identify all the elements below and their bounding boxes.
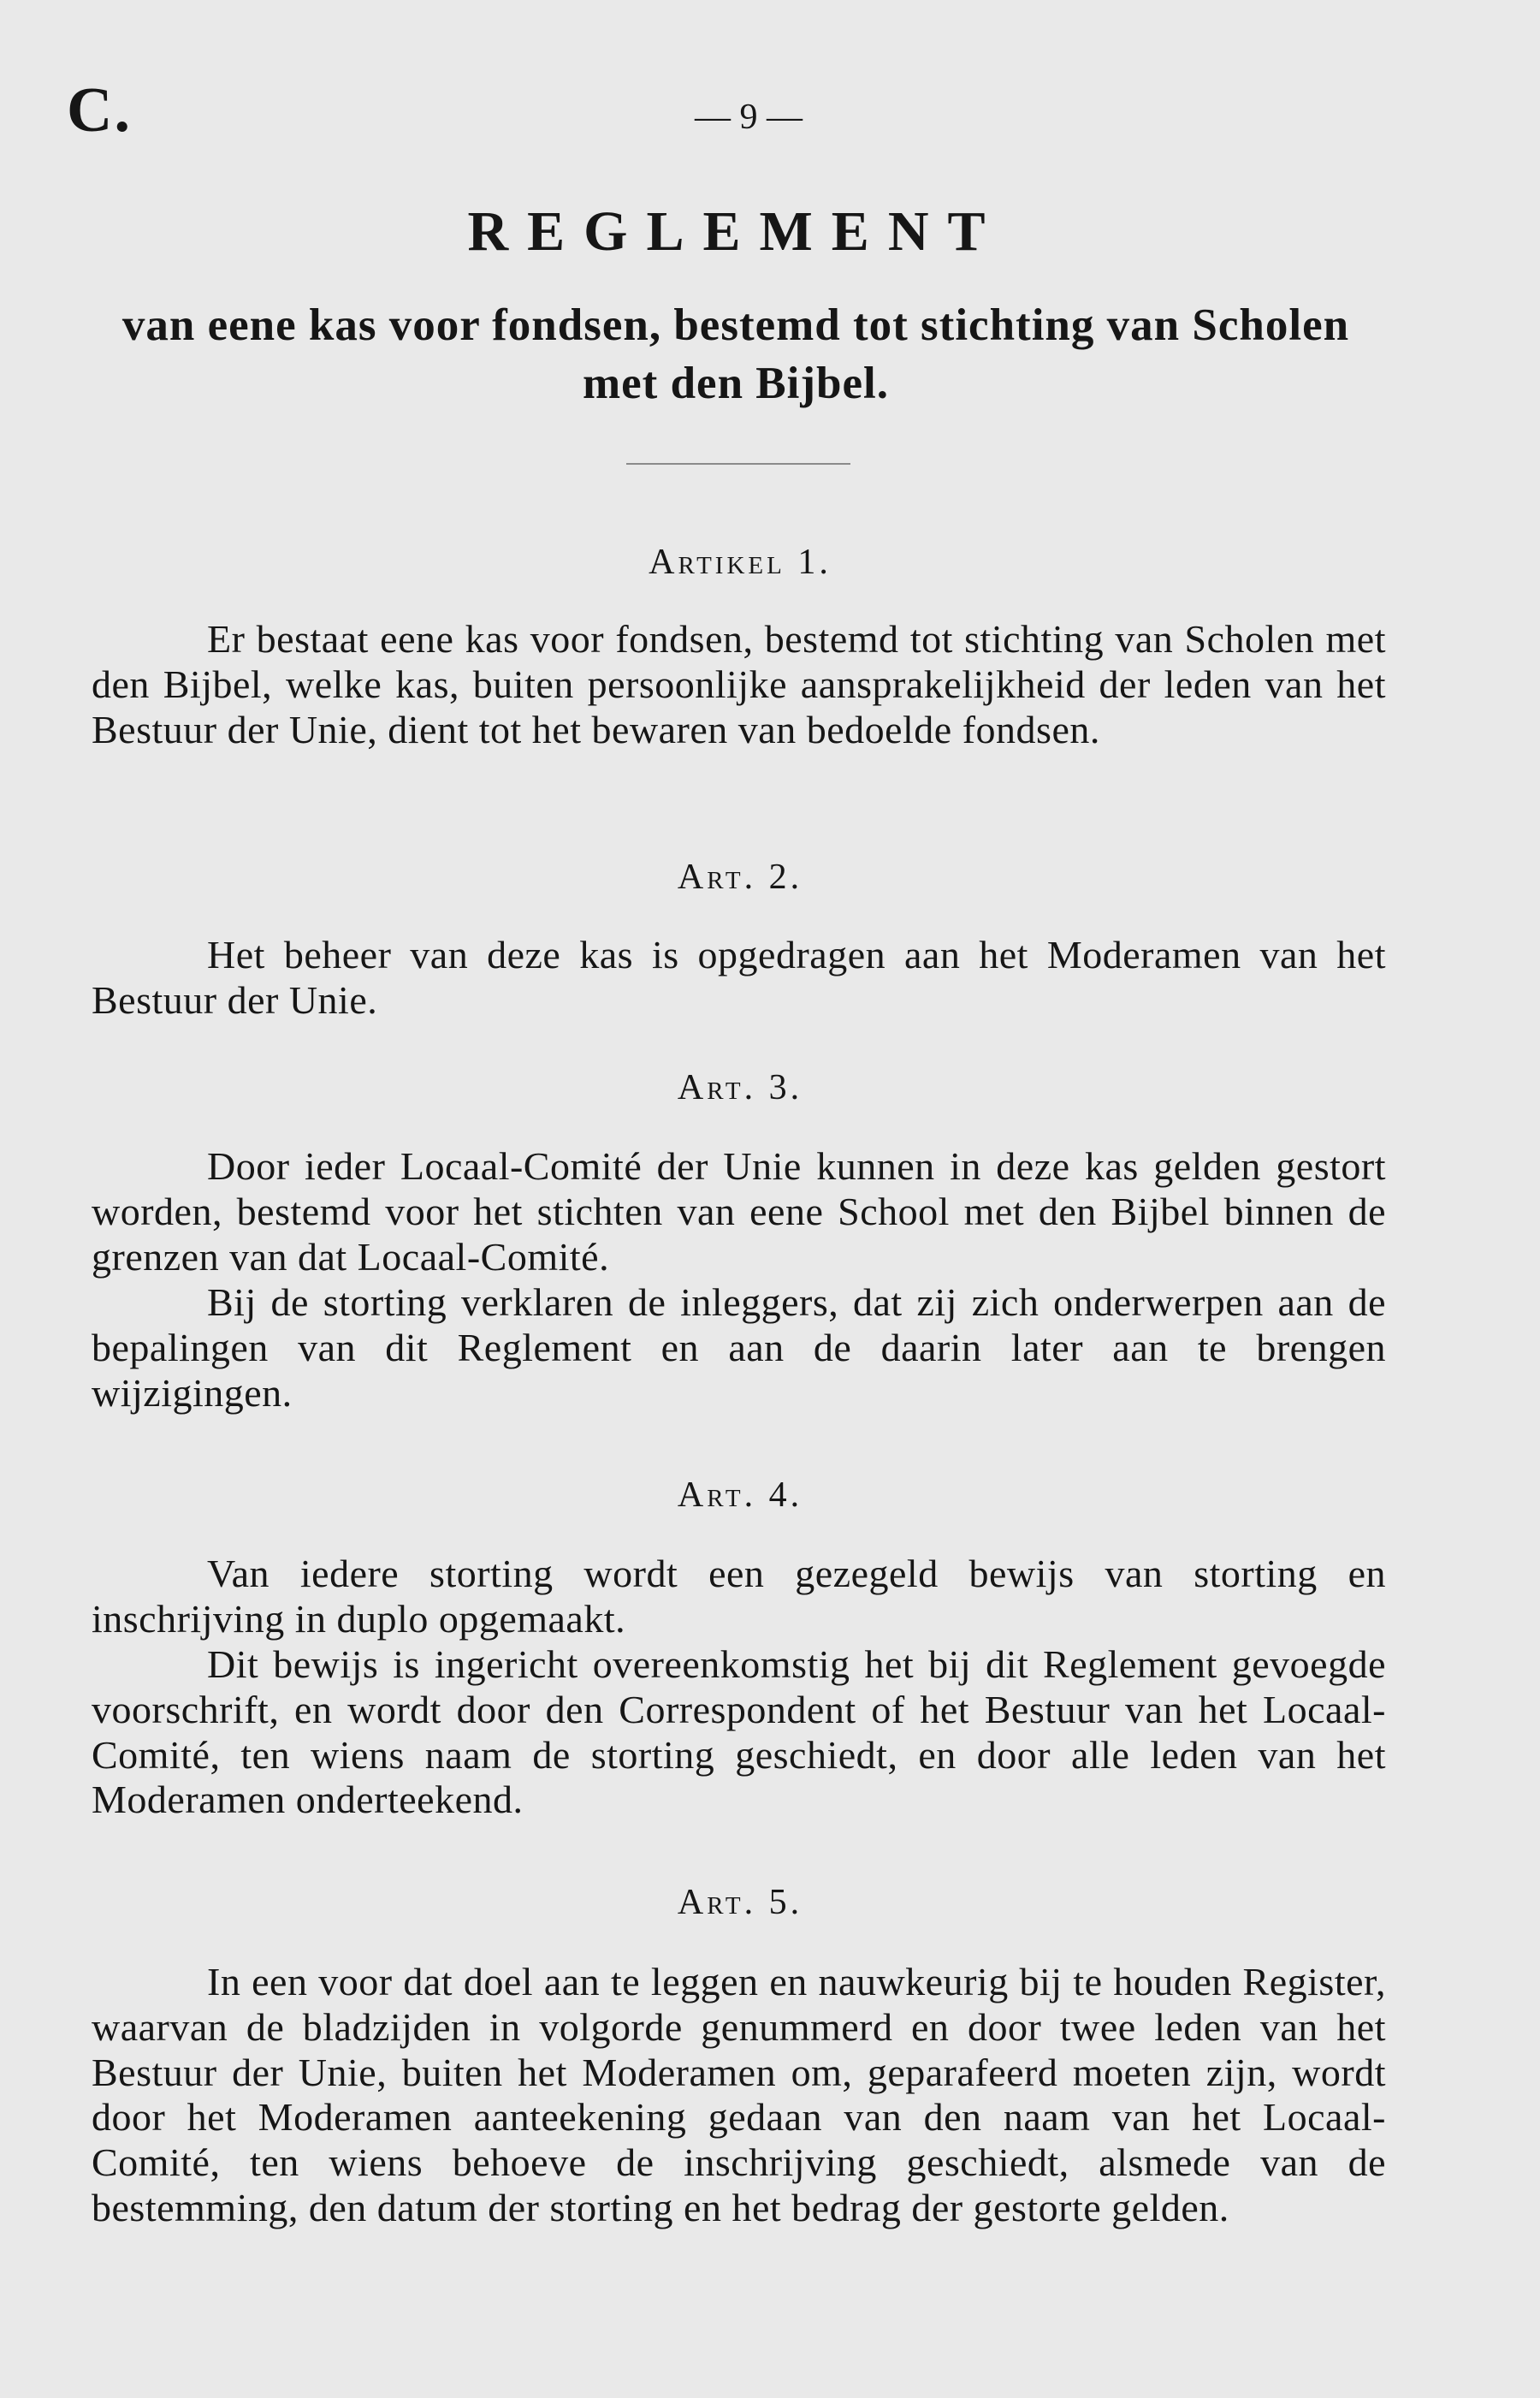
page-number: — 9 — <box>695 98 803 137</box>
article-4-paragraph-1: Van iedere storting wordt een gezegeld bewijs van storting en inschrijving in duplo opgemaakt. <box>92 1552 1386 1641</box>
article-3-heading: Art. 3. <box>677 1068 803 1107</box>
article-2-heading: Art. 2. <box>677 858 803 897</box>
document-title: REGLEMENT <box>467 200 1004 263</box>
article-1-heading: Artikel 1. <box>649 543 832 582</box>
article-5-paragraph-1: In een voor dat doel aan te leggen en nauwkeurig bij te houden Register, waarvan de bladzijden in volgorde genummerd en door twee leden van het Bestuur der Unie, buiten het Moderamen om, geparafeerd moeten zijn, wordt door het Moderamen aanteekening gedaan van den naam van het Locaal-Comité, ten wiens behoeve de inschrijving geschiedt, alsmede van de bestemming, den datum der storting en het bedrag der gestorte gelden. <box>92 1960 1386 2229</box>
title-divider <box>626 463 850 465</box>
signature-mark: C. <box>67 75 132 145</box>
article-2-paragraph-1: Het beheer van deze kas is opgedragen aan het Moderamen van het Bestuur der Unie. <box>92 933 1386 1022</box>
article-4-heading: Art. 4. <box>677 1475 803 1515</box>
document-subtitle: van eene kas voor fondsen, bestemd tot stichting van Scholen met den Bijbel. <box>121 300 1350 408</box>
article-4-paragraph-2: Dit bewijs is ingericht overeenkomstig het bij dit Reglement gevoegde voorschrift, en wordt door den Correspondent of het Bestuur van het Locaal-Comité, ten wiens naam de storting geschiedt, en door alle leden van het Moderamen onderteekend. <box>92 1642 1386 1822</box>
article-3-paragraph-2: Bij de storting verklaren de inleggers, dat zij zich onderwerpen aan de bepalingen van dit Reglement en aan de daarin later aan te brengen wijzigingen. <box>92 1280 1386 1415</box>
article-5-heading: Art. 5. <box>677 1883 803 1922</box>
article-3-paragraph-1: Door ieder Locaal-Comité der Unie kunnen in deze kas gelden gestort worden, bestemd voor het stichten van eene School met den Bijbel binnen de grenzen van dat Locaal-Comité. <box>92 1144 1386 1279</box>
article-1-paragraph-1: Er bestaat eene kas voor fondsen, bestemd tot stichting van Scholen met den Bijbel, welke kas, buiten persoonlijke aansprakelijkheid der leden van het Bestuur der Unie, dient tot het bewaren van bedoelde fondsen. <box>92 617 1386 751</box>
